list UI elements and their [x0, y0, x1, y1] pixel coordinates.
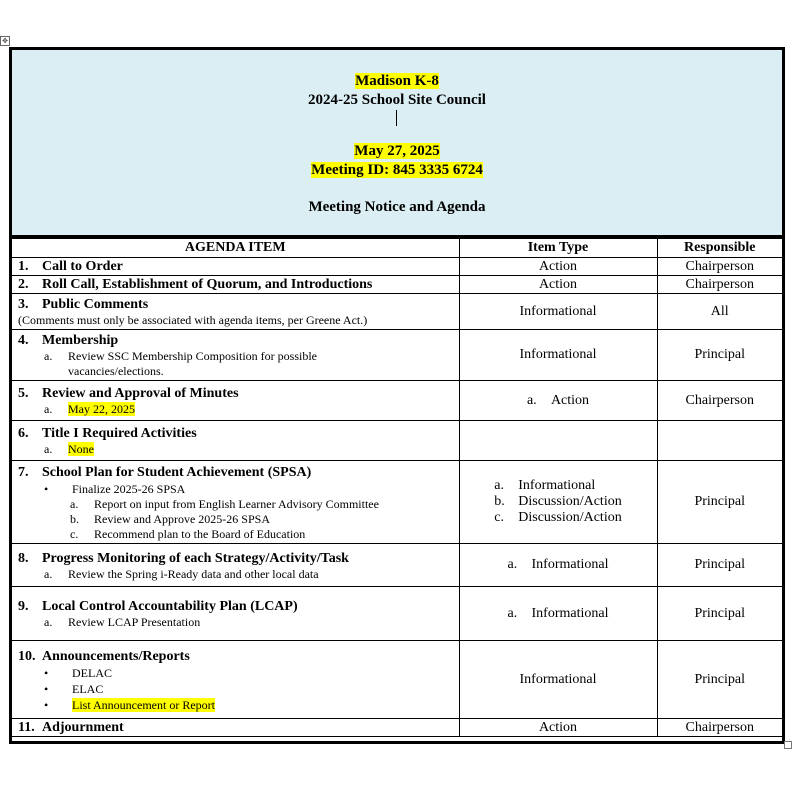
agenda-table — [12, 238, 782, 737]
table-row: 4. Membership a. Review SSC Membership Composition for possible vacancies/elections. Informational Principal — [12, 330, 782, 381]
item-subtext: Review the Spring i-Ready data and other local data — [68, 566, 319, 581]
item-subtext: May 22, 2025 — [68, 402, 135, 416]
text-cursor — [396, 110, 397, 126]
item-title: Announcements/Reports — [42, 648, 190, 664]
bullet-icon: • — [44, 697, 49, 712]
item-responsible: Chairperson — [657, 258, 782, 276]
col-header-responsible: Responsible — [657, 239, 782, 258]
table-row: 11. Adjournment Action Chairperson — [12, 719, 782, 737]
item-responsible — [657, 421, 782, 461]
table-row: 3. Public Comments (Comments must only be associated with agenda items, per Greene Act.) Informational All — [12, 294, 782, 330]
item-title: Title I Required Activities — [42, 426, 197, 441]
notice-title: Meeting Notice and Agenda — [308, 199, 486, 215]
item-bullet: Finalize 2025-26 SPSA — [72, 481, 186, 496]
item-title: Public Comments — [42, 297, 149, 312]
col-header-item: AGENDA ITEM — [12, 239, 459, 258]
table-row: 8. Progress Monitoring of each Strategy/Activity/Task a. Review the Spring i-Ready data and other local data a. Informational Principal — [12, 544, 782, 587]
item-subtext: Review LCAP Presentation — [68, 615, 201, 629]
table-move-handle-icon[interactable]: ✥ — [0, 36, 10, 46]
item-title: Call to Order — [42, 259, 123, 274]
item-responsible: Principal — [657, 544, 782, 587]
item-responsible: Principal — [657, 461, 782, 544]
agenda-document — [9, 47, 785, 744]
item-responsible: All — [657, 294, 782, 330]
agenda-header — [12, 50, 782, 238]
item-title: Roll Call, Establishment of Quorum, and Introductions — [42, 277, 373, 292]
item-bullet: ELAC — [72, 681, 104, 696]
item-title: Review and Approval of Minutes — [42, 386, 239, 401]
bullet-icon: • — [44, 481, 49, 496]
table-row: 7. School Plan for Student Achievement (SPSA) • Finalize 2025-26 SPSA a. Report on input from English Learner Advisory Committee b. Review and Approve 2025-26 SPSA c. Recommend plan to the Board of Education a. Informational b. Discussion/Action c. Discussion/Action Principal — [12, 461, 782, 544]
table-row: 1. Call to Order Action Chairperson — [12, 258, 782, 276]
item-title: Membership — [42, 333, 119, 348]
item-type: Informational — [459, 641, 657, 719]
item-type: Informational — [531, 557, 609, 572]
item-responsible: Chairperson — [657, 719, 782, 737]
col-header-type: Item Type — [459, 239, 657, 258]
item-subtext: None — [68, 442, 94, 456]
item-subtext: Report on input from English Learner Advisory Committee — [94, 496, 379, 511]
item-bullet: DELAC — [72, 665, 112, 680]
item-responsible: Chairperson — [657, 381, 782, 421]
item-note: (Comments must only be associated with agenda items, per Greene Act.) — [18, 313, 368, 327]
table-row: 9. Local Control Accountability Plan (LCAP) a. Review LCAP Presentation a. Informational Principal — [12, 587, 782, 641]
item-responsible: Chairperson — [657, 276, 782, 294]
item-type: Informational — [459, 294, 657, 330]
item-title: Progress Monitoring of each Strategy/Activity/Task — [42, 550, 349, 566]
item-type: Action — [459, 276, 657, 294]
item-type: Informational — [531, 605, 609, 621]
item-responsible: Principal — [657, 587, 782, 641]
item-type: Discussion/Action — [518, 494, 622, 509]
item-responsible: Principal — [657, 330, 782, 381]
table-row: 6. Title I Required Activities a. None — [12, 421, 782, 461]
council-title: 2024-25 School Site Council — [308, 92, 486, 108]
item-type: Action — [550, 392, 590, 408]
meeting-id: Meeting ID: 845 3335 6724 — [311, 162, 483, 178]
item-title: Adjournment — [42, 720, 124, 735]
item-subtext: Review and Approve 2025-26 SPSA — [94, 511, 270, 526]
table-resize-handle-icon[interactable] — [784, 741, 792, 749]
item-responsible: Principal — [657, 641, 782, 719]
item-type — [459, 421, 657, 461]
bullet-icon: • — [44, 681, 49, 696]
item-type: Informational — [518, 478, 596, 493]
item-type: Action — [459, 258, 657, 276]
table-row: 5. Review and Approval of Minutes a. May 22, 2025 a. Action Chairperson — [12, 381, 782, 421]
item-type: Discussion/Action — [518, 510, 622, 525]
item-type: Action — [459, 719, 657, 737]
item-title: Local Control Accountability Plan (LCAP) — [42, 599, 298, 614]
item-subtext: Review SSC Membership Composition for possible vacancies/elections. — [68, 349, 317, 378]
meeting-date: May 27, 2025 — [354, 143, 440, 159]
item-subtext: Recommend plan to the Board of Education — [94, 526, 306, 541]
bullet-icon: • — [44, 665, 49, 680]
table-row: 10. Announcements/Reports • DELAC • ELAC • List Announcement or Report Informational Principal — [12, 641, 782, 719]
item-title: School Plan for Student Achievement (SPSA) — [42, 464, 312, 480]
table-header-row — [12, 239, 782, 258]
table-row: 2. Roll Call, Establishment of Quorum, and Introductions Action Chairperson — [12, 276, 782, 294]
item-type: Informational — [459, 330, 657, 381]
school-name: Madison K-8 — [355, 73, 439, 89]
item-bullet: List Announcement or Report — [72, 697, 215, 712]
